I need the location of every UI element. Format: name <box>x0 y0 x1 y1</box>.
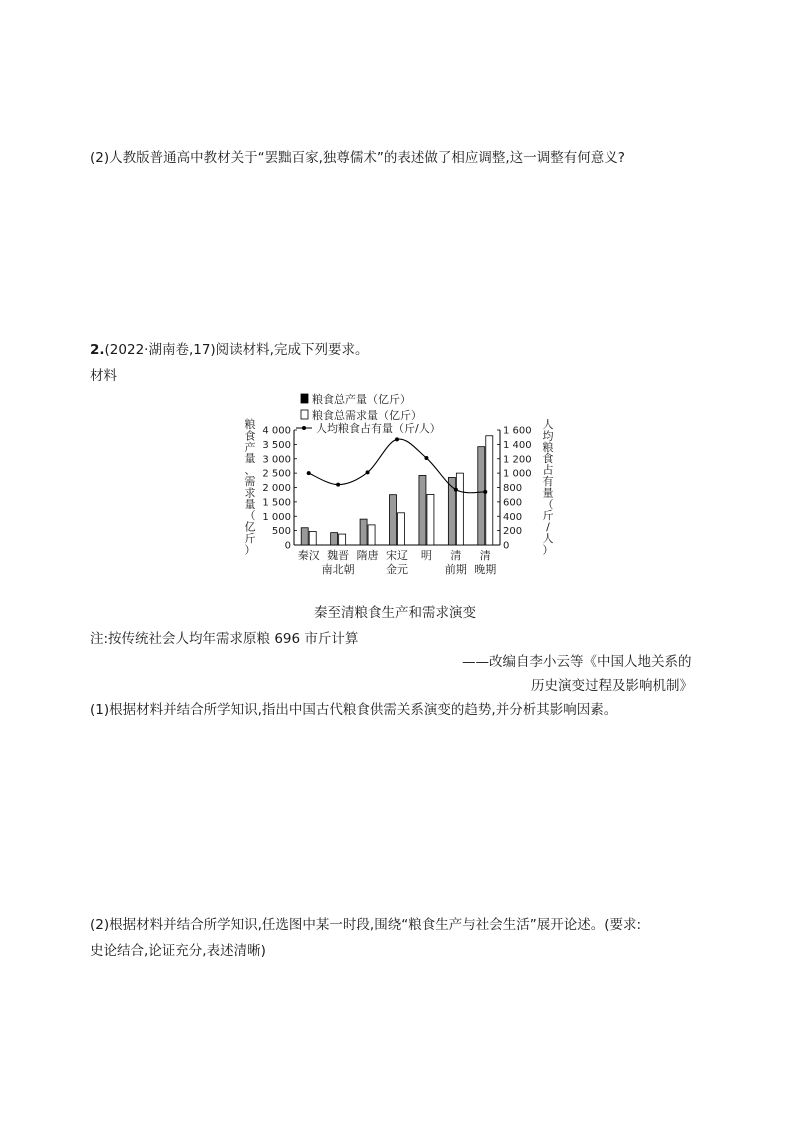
left-axis-label-char: 斤 <box>244 532 256 545</box>
left-tick-label: 1 500 <box>262 497 291 509</box>
question2-part1: (1)根据材料并结合所学知识,指出中国古代粮食供需关系演变的趋势,并分析其影响因素。 <box>90 702 618 718</box>
chart-legend <box>296 392 441 435</box>
chart-bars <box>301 436 493 545</box>
bar-production <box>419 475 426 545</box>
right-tick-label: 1 400 <box>503 439 532 451</box>
right-tick-label: 1 200 <box>503 454 532 466</box>
left-tick-label: 0 <box>284 540 291 552</box>
percapita-point <box>424 456 428 460</box>
x-tick-label: 晚期 <box>474 563 497 576</box>
left-axis-label-char: 产 <box>244 440 256 454</box>
bar-demand <box>309 531 316 545</box>
question1-part2: (2)人教版普通高中教材关于“罢黜百家,独尊儒术”的表述做了相应调整,这一调整有何意义? <box>90 150 625 166</box>
chart-axes <box>294 430 500 545</box>
bar-production <box>360 519 367 545</box>
right-tick-label: 0 <box>503 540 510 552</box>
right-axis-label-char: 占 <box>542 463 554 477</box>
chart-caption: 秦至清粮食生产和需求演变 <box>314 605 476 621</box>
left-axis-label-char: 量 <box>244 452 256 466</box>
x-tick-label: 前期 <box>444 563 467 576</box>
left-tick-label: 1 000 <box>262 511 291 523</box>
question-source: (2022·湖南卷,17)阅读材料,完成下列要求。 <box>104 342 369 358</box>
x-tick-label: 宋辽 <box>386 549 408 562</box>
left-axis-label-char: 食 <box>244 429 256 443</box>
percapita-point <box>366 470 370 474</box>
bar-demand <box>486 436 493 545</box>
legend-label-production: 粮食总产量（亿斤） <box>312 393 411 406</box>
left-axis-label <box>245 417 256 556</box>
x-tick-label: 隋唐 <box>356 549 379 562</box>
right-axis-label-char: 有 <box>542 475 554 488</box>
left-tick-label: 3 000 <box>262 454 291 466</box>
x-tick-label: 秦汉 <box>297 549 320 562</box>
percapita-point <box>483 490 487 494</box>
bar-production <box>301 528 308 545</box>
left-tick-label: 500 <box>271 526 291 538</box>
percapita-point <box>454 488 458 492</box>
question-number: 2. <box>90 342 105 358</box>
right-axis-label-char: 均 <box>542 429 554 443</box>
bar-demand <box>368 525 375 545</box>
bar-production <box>390 495 397 545</box>
x-tick-label: 清 <box>479 549 491 562</box>
material-label: 材料 <box>90 368 117 384</box>
right-tick-label: 1 000 <box>503 468 532 480</box>
right-tick-label: 200 <box>503 526 523 538</box>
right-axis-label-char: 量 <box>542 486 554 500</box>
percapita-point <box>336 483 340 487</box>
right-tick-label: 800 <box>503 483 523 494</box>
bar-production <box>478 447 485 545</box>
x-axis-labels <box>298 548 497 576</box>
left-axis-label-char: 需 <box>244 475 256 488</box>
bar-production <box>448 477 455 545</box>
right-axis-label-char: 人 <box>542 418 554 431</box>
right-axis-label-char: 人 <box>542 532 554 545</box>
left-tick-label: 4 000 <box>262 425 291 437</box>
left-axis-label-char: （ <box>244 509 256 523</box>
bar-demand <box>456 473 463 545</box>
left-axis-label-char: ） <box>244 543 256 557</box>
right-axis-label-char: ） <box>542 543 554 557</box>
left-axis-label-char: 亿 <box>244 520 256 534</box>
legend-label-percapita: 人均粮食占有量（斤/人） <box>316 422 441 435</box>
right-axis-label-char: （ <box>542 497 554 511</box>
left-axis-label-char: 求 <box>244 486 256 500</box>
left-tick-label: 3 500 <box>262 439 291 451</box>
right-axis-label-char: / <box>546 520 550 534</box>
left-tick-label: 2 000 <box>262 483 291 494</box>
x-tick-label: 金元 <box>386 563 408 576</box>
right-tick-label: 600 <box>503 497 523 509</box>
question2-header <box>90 340 368 360</box>
attribution-line1: ——改编自李小云等《中国人地关系的 <box>462 654 692 670</box>
chart-note: 注:按传统社会人均年需求原粮 696 市斤计算 <box>90 631 359 647</box>
right-axis-label <box>543 418 554 556</box>
percapita-point <box>307 471 311 475</box>
right-axis-label-char: 食 <box>542 452 554 466</box>
left-axis-label-char: 粮 <box>244 418 256 431</box>
bar-demand <box>427 494 434 545</box>
legend-swatch-demand <box>301 410 308 419</box>
x-tick-label: 南北朝 <box>321 563 355 576</box>
question2-part2-line2: 史论结合,论证充分,表述清晰) <box>90 943 266 959</box>
x-tick-label: 魏晋 <box>327 549 350 562</box>
attribution-line2: 历史演变过程及影响机制》 <box>531 678 693 694</box>
x-tick-label: 清 <box>450 549 462 562</box>
legend-label-demand: 粮食总需求量（亿斤） <box>312 409 422 422</box>
legend-swatch-production <box>301 394 308 403</box>
bar-demand <box>398 513 405 545</box>
right-axis-label-char: 斤 <box>542 509 554 523</box>
bar-production <box>331 533 338 545</box>
left-axis-label-char: 量 <box>244 497 256 511</box>
x-tick-label: 明 <box>420 549 432 562</box>
right-axis-label-char: 粮 <box>542 440 554 454</box>
right-tick-label: 1 600 <box>503 425 532 437</box>
right-axis-ticks <box>497 426 532 552</box>
left-axis-ticks <box>262 426 297 552</box>
grain-chart <box>236 388 568 598</box>
bar-demand <box>339 534 346 545</box>
question2-part2-line1: (2)根据材料并结合所学知识,任选图中某一时段,围绕“粮食生产与社会生活”展开论述。(要求: <box>90 917 642 933</box>
percapita-point <box>395 437 399 441</box>
right-tick-label: 400 <box>503 511 523 523</box>
left-tick-label: 2 500 <box>262 468 291 480</box>
left-axis-label-char: 、 <box>244 463 256 477</box>
legend-marker-percapita <box>302 426 306 430</box>
